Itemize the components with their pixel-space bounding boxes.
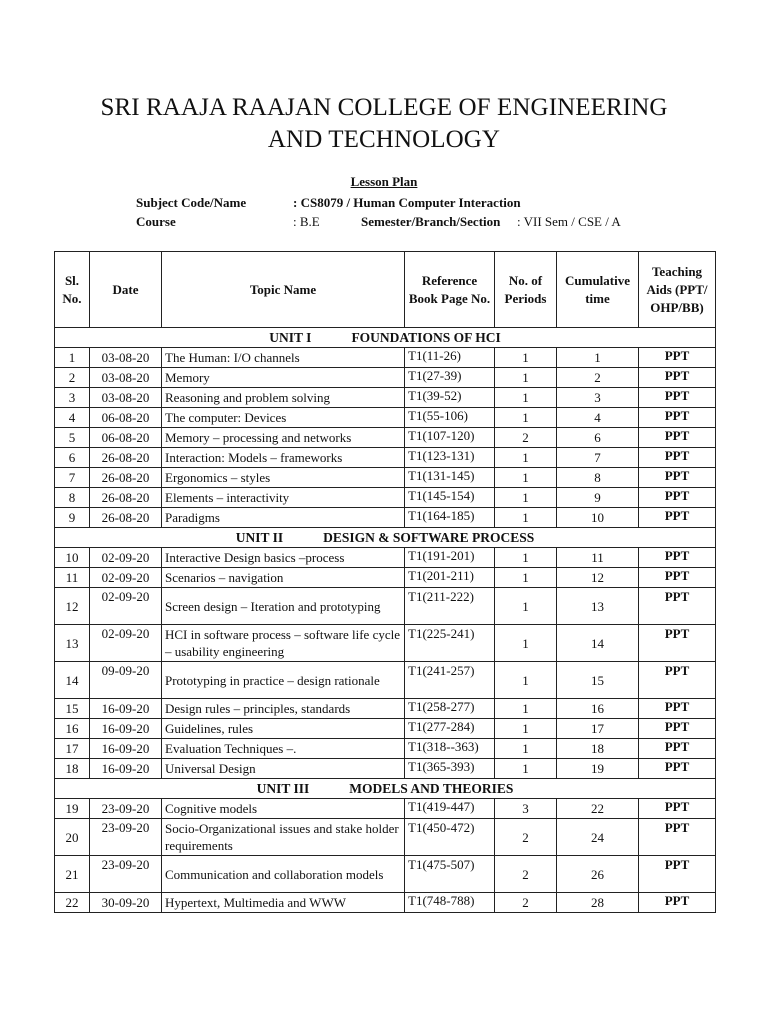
unit-heading-row (55, 528, 716, 548)
row-topic: Design rules – principles, standards (162, 699, 405, 719)
row-cumulative: 2 (557, 368, 639, 388)
row-topic: The Human: I/O channels (162, 348, 405, 368)
row-topic: Screen design – Iteration and prototyping (162, 588, 405, 625)
row-periods: 1 (495, 719, 557, 739)
table-row (55, 856, 716, 893)
row-reference: T1(475-507) (405, 856, 495, 893)
row-cumulative: 17 (557, 719, 639, 739)
row-date: 16-09-20 (90, 759, 162, 779)
row-periods: 1 (495, 468, 557, 488)
row-date: 23-09-20 (90, 799, 162, 819)
row-periods: 1 (495, 625, 557, 662)
table-row (55, 468, 716, 488)
table-row (55, 408, 716, 428)
row-date: 26-08-20 (90, 448, 162, 468)
row-teaching-aid: PPT (639, 388, 716, 408)
unit-number: UNIT II (235, 530, 284, 545)
row-teaching-aid: PPT (639, 819, 716, 856)
row-cumulative: 3 (557, 388, 639, 408)
row-sl-no: 21 (55, 856, 90, 893)
row-reference: T1(450-472) (405, 819, 495, 856)
row-sl-no: 2 (55, 368, 90, 388)
row-date: 23-09-20 (90, 819, 162, 856)
row-date: 16-09-20 (90, 719, 162, 739)
row-cumulative: 1 (557, 348, 639, 368)
row-topic: Interactive Design basics –process (162, 548, 405, 568)
row-teaching-aid: PPT (639, 588, 716, 625)
row-teaching-aid: PPT (639, 428, 716, 448)
row-date: 16-09-20 (90, 699, 162, 719)
unit-name: FOUNDATIONS OF HCI (351, 330, 501, 345)
row-cumulative: 6 (557, 428, 639, 448)
row-periods: 1 (495, 488, 557, 508)
row-teaching-aid: PPT (639, 488, 716, 508)
row-cumulative: 12 (557, 568, 639, 588)
row-date: 23-09-20 (90, 856, 162, 893)
row-cumulative: 13 (557, 588, 639, 625)
row-reference: T1(225-241) (405, 625, 495, 662)
unit-name: MODELS AND THEORIES (349, 781, 514, 796)
row-periods: 1 (495, 508, 557, 528)
table-row (55, 719, 716, 739)
row-periods: 2 (495, 856, 557, 893)
row-cumulative: 16 (557, 699, 639, 719)
table-row (55, 759, 716, 779)
row-sl-no: 9 (55, 508, 90, 528)
row-periods: 2 (495, 893, 557, 913)
row-cumulative: 26 (557, 856, 639, 893)
row-date: 26-08-20 (90, 468, 162, 488)
row-reference: T1(107-120) (405, 428, 495, 448)
row-periods: 2 (495, 819, 557, 856)
header-teaching-aids: Teaching Aids (PPT/ OHP/BB) (639, 252, 716, 328)
row-periods: 2 (495, 428, 557, 448)
row-date: 16-09-20 (90, 739, 162, 759)
row-teaching-aid: PPT (639, 759, 716, 779)
row-reference: T1(211-222) (405, 588, 495, 625)
table-row (55, 699, 716, 719)
row-cumulative: 8 (557, 468, 639, 488)
unit-heading (55, 328, 716, 348)
row-sl-no: 20 (55, 819, 90, 856)
row-teaching-aid: PPT (639, 468, 716, 488)
row-date: 02-09-20 (90, 568, 162, 588)
header-cumulative: Cumulative time (557, 252, 639, 328)
unit-heading (55, 779, 716, 799)
row-reference: T1(11-26) (405, 348, 495, 368)
row-cumulative: 15 (557, 662, 639, 699)
row-cumulative: 28 (557, 893, 639, 913)
row-teaching-aid: PPT (639, 568, 716, 588)
header-sl: Sl. No. (55, 252, 90, 328)
row-reference: T1(419-447) (405, 799, 495, 819)
row-date: 03-08-20 (90, 388, 162, 408)
row-cumulative: 19 (557, 759, 639, 779)
row-teaching-aid: PPT (639, 508, 716, 528)
row-reference: T1(164-185) (405, 508, 495, 528)
table-row (55, 739, 716, 759)
row-cumulative: 9 (557, 488, 639, 508)
row-periods: 1 (495, 699, 557, 719)
unit-heading-row (55, 328, 716, 348)
row-cumulative: 10 (557, 508, 639, 528)
table-row (55, 448, 716, 468)
semester-value: : VII Sem / CSE / A (517, 214, 621, 229)
header-reference: Reference Book Page No. (405, 252, 495, 328)
row-periods: 1 (495, 662, 557, 699)
unit-name: DESIGN & SOFTWARE PROCESS (323, 530, 535, 545)
row-topic: The computer: Devices (162, 408, 405, 428)
header-date: Date (90, 252, 162, 328)
table-row (55, 508, 716, 528)
row-periods: 1 (495, 548, 557, 568)
row-reference: T1(39-52) (405, 388, 495, 408)
row-reference: T1(131-145) (405, 468, 495, 488)
row-topic: Communication and collaboration models (162, 856, 405, 893)
table-row (55, 568, 716, 588)
row-sl-no: 14 (55, 662, 90, 699)
table-row (55, 625, 716, 662)
row-sl-no: 5 (55, 428, 90, 448)
row-reference: T1(55-106) (405, 408, 495, 428)
table-row (55, 548, 716, 568)
subject-value: : CS8079 / Human Computer Interaction (293, 195, 521, 210)
row-teaching-aid: PPT (639, 348, 716, 368)
course-label: Course (136, 214, 176, 229)
row-periods: 1 (495, 388, 557, 408)
table-row (55, 368, 716, 388)
row-date: 03-08-20 (90, 368, 162, 388)
header-topic: Topic Name (162, 252, 405, 328)
row-sl-no: 13 (55, 625, 90, 662)
unit-heading (55, 528, 716, 548)
lesson-plan-table (54, 251, 716, 913)
row-topic: Universal Design (162, 759, 405, 779)
row-sl-no: 15 (55, 699, 90, 719)
row-topic: Hypertext, Multimedia and WWW (162, 893, 405, 913)
row-teaching-aid: PPT (639, 368, 716, 388)
row-date: 30-09-20 (90, 893, 162, 913)
row-teaching-aid: PPT (639, 699, 716, 719)
table-header-row (55, 252, 716, 328)
row-reference: T1(27-39) (405, 368, 495, 388)
table-body (55, 328, 716, 913)
unit-number: UNIT III (256, 781, 310, 796)
table-row (55, 662, 716, 699)
row-cumulative: 7 (557, 448, 639, 468)
row-topic: Paradigms (162, 508, 405, 528)
row-reference: T1(365-393) (405, 759, 495, 779)
row-periods: 1 (495, 348, 557, 368)
row-periods: 1 (495, 448, 557, 468)
row-teaching-aid: PPT (639, 856, 716, 893)
row-sl-no: 16 (55, 719, 90, 739)
row-topic: Evaluation Techniques –. (162, 739, 405, 759)
row-date: 02-09-20 (90, 548, 162, 568)
row-teaching-aid: PPT (639, 625, 716, 662)
college-name-line2: AND TECHNOLOGY (267, 126, 501, 153)
row-topic: Cognitive models (162, 799, 405, 819)
row-topic: Socio-Organizational issues and stake holder requirements (162, 819, 405, 856)
table-row (55, 428, 716, 448)
row-reference: T1(191-201) (405, 548, 495, 568)
row-sl-no: 17 (55, 739, 90, 759)
row-date: 02-09-20 (90, 625, 162, 662)
row-teaching-aid: PPT (639, 739, 716, 759)
table-row (55, 488, 716, 508)
row-sl-no: 4 (55, 408, 90, 428)
header-periods: No. of Periods (495, 252, 557, 328)
row-reference: T1(201-211) (405, 568, 495, 588)
table-row (55, 819, 716, 856)
row-sl-no: 3 (55, 388, 90, 408)
row-sl-no: 10 (55, 548, 90, 568)
unit-heading-row (55, 779, 716, 799)
row-periods: 3 (495, 799, 557, 819)
row-teaching-aid: PPT (639, 448, 716, 468)
row-periods: 1 (495, 408, 557, 428)
row-teaching-aid: PPT (639, 548, 716, 568)
row-date: 06-08-20 (90, 408, 162, 428)
row-reference: T1(258-277) (405, 699, 495, 719)
row-cumulative: 18 (557, 739, 639, 759)
table-row (55, 588, 716, 625)
row-topic: Elements – interactivity (162, 488, 405, 508)
row-sl-no: 22 (55, 893, 90, 913)
row-sl-no: 6 (55, 448, 90, 468)
row-cumulative: 14 (557, 625, 639, 662)
row-sl-no: 7 (55, 468, 90, 488)
row-topic: Guidelines, rules (162, 719, 405, 739)
lesson-plan-title: Lesson Plan (350, 174, 418, 189)
row-periods: 1 (495, 368, 557, 388)
row-date: 26-08-20 (90, 488, 162, 508)
row-teaching-aid: PPT (639, 719, 716, 739)
row-sl-no: 19 (55, 799, 90, 819)
row-cumulative: 11 (557, 548, 639, 568)
row-periods: 1 (495, 588, 557, 625)
row-periods: 1 (495, 739, 557, 759)
row-teaching-aid: PPT (639, 662, 716, 699)
row-reference: T1(241-257) (405, 662, 495, 699)
row-date: 02-09-20 (90, 588, 162, 625)
table-row (55, 388, 716, 408)
row-teaching-aid: PPT (639, 893, 716, 913)
row-reference: T1(277-284) (405, 719, 495, 739)
subject-label: Subject Code/Name (136, 195, 247, 210)
row-sl-no: 8 (55, 488, 90, 508)
college-name (40, 92, 728, 156)
row-sl-no: 12 (55, 588, 90, 625)
row-teaching-aid: PPT (639, 799, 716, 819)
table-row (55, 799, 716, 819)
row-date: 09-09-20 (90, 662, 162, 699)
table-row (55, 348, 716, 368)
row-reference: T1(748-788) (405, 893, 495, 913)
unit-number: UNIT I (269, 330, 312, 345)
row-topic: Interaction: Models – frameworks (162, 448, 405, 468)
row-periods: 1 (495, 759, 557, 779)
row-reference: T1(123-131) (405, 448, 495, 468)
row-topic: Reasoning and problem solving (162, 388, 405, 408)
row-cumulative: 24 (557, 819, 639, 856)
college-name-line1: SRI RAAJA RAAJAN COLLEGE OF ENGINEERING (100, 94, 668, 121)
row-sl-no: 11 (55, 568, 90, 588)
row-sl-no: 1 (55, 348, 90, 368)
row-cumulative: 22 (557, 799, 639, 819)
semester-label: Semester/Branch/Section (361, 214, 501, 229)
row-periods: 1 (495, 568, 557, 588)
row-sl-no: 18 (55, 759, 90, 779)
row-date: 26-08-20 (90, 508, 162, 528)
row-reference: T1(318--363) (405, 739, 495, 759)
row-reference: T1(145-154) (405, 488, 495, 508)
row-topic: Scenarios – navigation (162, 568, 405, 588)
row-cumulative: 4 (557, 408, 639, 428)
row-teaching-aid: PPT (639, 408, 716, 428)
row-topic: Memory – processing and networks (162, 428, 405, 448)
row-topic: Ergonomics – styles (162, 468, 405, 488)
row-topic: Prototyping in practice – design rationale (162, 662, 405, 699)
row-date: 06-08-20 (90, 428, 162, 448)
course-value: : B.E (293, 214, 320, 229)
row-date: 03-08-20 (90, 348, 162, 368)
row-topic: HCI in software process – software life cycle – usability engineering (162, 625, 405, 662)
table-row (55, 893, 716, 913)
row-topic: Memory (162, 368, 405, 388)
